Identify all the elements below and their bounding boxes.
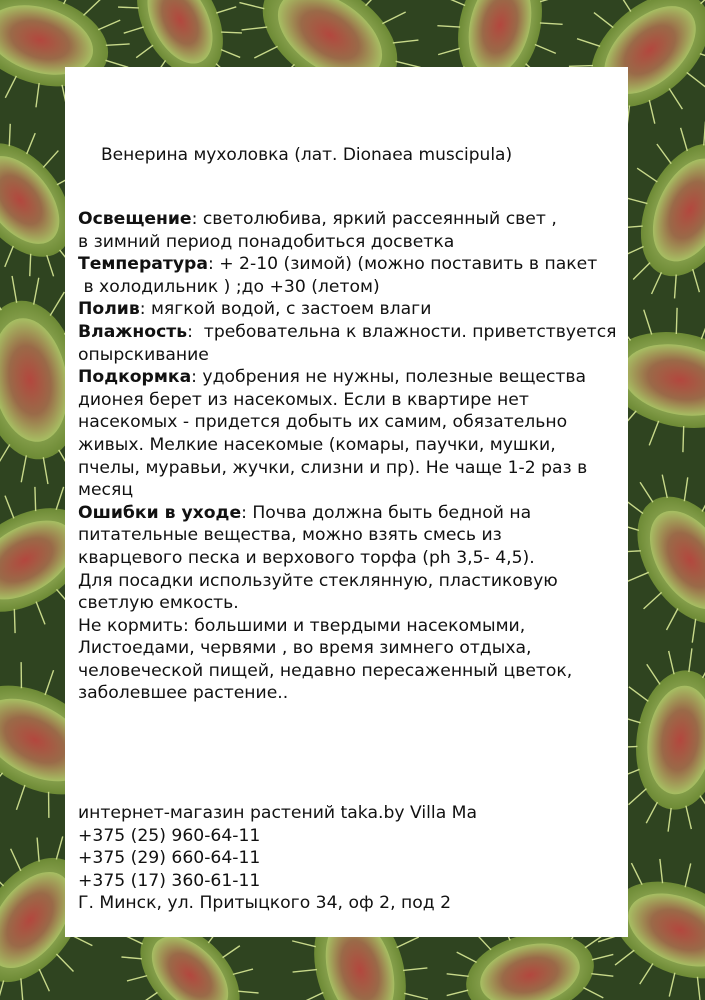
- care-errors-line-1: Ошибки в уходе: Почва должна быть бедной на: [78, 502, 532, 523]
- feeding-label: Подкормка: [78, 367, 192, 388]
- temperature-label: Температура: [78, 254, 208, 275]
- care-errors-line: светлую емкость.: [78, 593, 239, 614]
- address: Г. Минск, ул. Притыцкого 34, оф 2, под 2: [78, 893, 452, 914]
- care-errors-line: Не кормить: большими и твердыми насекомыми,: [78, 615, 526, 636]
- care-errors-line: кварцевого песка и верхового торфа (ph 3,5- 4,5).: [78, 547, 535, 568]
- page-title: Венерина мухоловка (лат. Dionaea muscipula): [101, 145, 513, 165]
- care-instructions: [78, 208, 623, 705]
- care-errors-line: Листоедами, червями , во время зимнего отдыха,: [78, 638, 532, 659]
- care-errors-line: Для посадки используйте стеклянную, пластиковую: [78, 570, 558, 591]
- watering-line: Полив: мягкой водой, с застоем влаги: [78, 299, 432, 320]
- contacts-block: [78, 802, 623, 915]
- phone-number: +375 (29) 660-64-11: [78, 848, 261, 869]
- lighting-line-1: Освещение: светолюбива, яркий рассеянный свет ,: [78, 209, 557, 229]
- humidity-label: Влажность: [78, 321, 188, 342]
- phone-number: +375 (17) 360-61-11: [78, 870, 261, 891]
- phone-number: +375 (25) 960-64-11: [78, 825, 261, 846]
- care-errors-line: заболевшее растение..: [78, 683, 289, 704]
- temperature-line-1: Температура: + 2-10 (зимой) (можно поставить в пакет: [78, 254, 598, 275]
- temperature-line-2: в холодильник ) ;до +30 (летом): [78, 276, 380, 297]
- feeding-line: живых. Мелкие насекомые (комары, паучки, мушки,: [78, 434, 556, 455]
- feeding-line: дионея берет из насекомых. Если в квартире нет: [78, 389, 529, 410]
- feeding-line: пчелы, муравьи, жучки, слизни и пр). Не чаще 1-2 раз в: [78, 457, 588, 478]
- humidity-line-2: опырскивание: [78, 344, 209, 365]
- feeding-line: насекомых - придется добыть их самим, обязательно: [78, 412, 568, 433]
- humidity-line-1: Влажность: требовательна к влажности. приветствуется: [78, 321, 617, 342]
- feeding-line-1: Подкормка: удобрения не нужны, полезные вещества: [78, 367, 587, 388]
- shop-name: интернет-магазин растений taka.by Villa Ma: [78, 803, 478, 823]
- care-errors-label: Ошибки в уходе: [78, 502, 242, 523]
- care-errors-line: питательные вещества, можно взять смесь из: [78, 525, 502, 546]
- watering-label: Полив: [78, 299, 140, 320]
- info-card: [65, 67, 628, 937]
- care-errors-line: человеческой пищей, недавно пересаженный цветок,: [78, 660, 573, 681]
- lighting-label: Освещение: [78, 209, 192, 229]
- feeding-line: месяц: [78, 480, 134, 501]
- lighting-line-2: в зимний период понадобиться досветка: [78, 231, 455, 252]
